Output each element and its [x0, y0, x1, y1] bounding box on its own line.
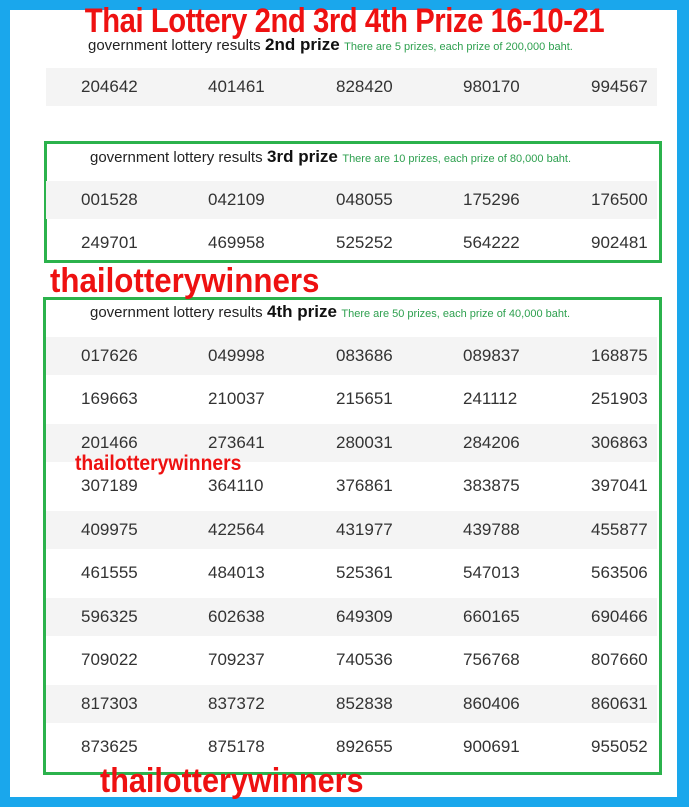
- lottery-number: 660165: [463, 607, 520, 626]
- lottery-number: 168875: [591, 346, 648, 365]
- lottery-number: 709237: [208, 650, 265, 669]
- fourth-prize-header: [90, 302, 570, 322]
- lottery-number: 439788: [463, 520, 520, 539]
- lottery-number: 649309: [336, 607, 393, 626]
- lottery-number: 176500: [591, 190, 648, 209]
- lottery-number: 860631: [591, 694, 648, 713]
- lottery-number: 892655: [336, 737, 393, 756]
- lottery-number: 401461: [208, 77, 265, 96]
- lottery-number: 547013: [463, 563, 520, 582]
- lottery-number: 201466: [81, 433, 138, 452]
- lottery-number: 807660: [591, 650, 648, 669]
- lottery-number: 249701: [81, 233, 138, 252]
- lottery-number: 602638: [208, 607, 265, 626]
- lottery-number: 469958: [208, 233, 265, 252]
- lottery-number: 284206: [463, 433, 520, 452]
- lottery-number: 306863: [591, 433, 648, 452]
- lottery-number: 042109: [208, 190, 265, 209]
- lottery-number: 383875: [463, 476, 520, 495]
- lottery-number: 837372: [208, 694, 265, 713]
- lottery-number: 690466: [591, 607, 648, 626]
- watermark-text: thailotterywinners: [100, 762, 364, 800]
- lottery-number: 461555: [81, 563, 138, 582]
- lottery-number: 828420: [336, 77, 393, 96]
- page-title: Thai Lottery 2nd 3rd 4th Prize 16-10-21: [84, 2, 605, 40]
- lottery-number: 740536: [336, 650, 393, 669]
- third-prize-lead: government lottery results: [90, 149, 263, 166]
- lottery-number: 596325: [81, 607, 138, 626]
- lottery-number: 251903: [591, 389, 648, 408]
- table-row: [46, 641, 657, 679]
- table-row: [46, 68, 657, 106]
- lottery-number: 273641: [208, 433, 265, 452]
- table-row: [46, 511, 657, 549]
- table-row: [46, 224, 657, 262]
- third-prize-label: 3rd prize: [267, 147, 338, 166]
- lottery-number: 564222: [463, 233, 520, 252]
- lottery-number: 902481: [591, 233, 648, 252]
- table-row: [46, 728, 657, 766]
- lottery-number: 852838: [336, 694, 393, 713]
- watermark-text: thailotterywinners: [50, 262, 320, 300]
- lottery-number: 900691: [463, 737, 520, 756]
- third-prize-header: [90, 147, 571, 167]
- second-prize-header: [88, 35, 573, 55]
- lottery-number: 169663: [81, 389, 138, 408]
- lottery-number: 980170: [463, 77, 520, 96]
- lottery-number: 215651: [336, 389, 393, 408]
- lottery-number: 204642: [81, 77, 138, 96]
- lottery-number: 280031: [336, 433, 393, 452]
- lottery-number: 455877: [591, 520, 648, 539]
- table-row: [46, 380, 657, 418]
- lottery-number: 364110: [208, 476, 264, 495]
- table-row: [46, 598, 657, 636]
- lottery-number: 210037: [208, 389, 265, 408]
- second-prize-label: 2nd prize: [265, 35, 340, 54]
- lottery-number: 017626: [81, 346, 138, 365]
- lottery-number: 873625: [81, 737, 138, 756]
- lottery-number: 860406: [463, 694, 520, 713]
- lottery-number: 048055: [336, 190, 393, 209]
- lottery-number: 175296: [463, 190, 520, 209]
- table-row: [46, 337, 657, 375]
- second-prize-note: There are 5 prizes, each prize of 200,000 baht.: [344, 41, 573, 53]
- lottery-number: 709022: [81, 650, 138, 669]
- lottery-number: 001528: [81, 190, 138, 209]
- fourth-prize-note: There are 50 prizes, each prize of 40,000 baht.: [341, 308, 571, 320]
- lottery-number: 756768: [463, 650, 520, 669]
- fourth-prize-lead: government lottery results: [90, 304, 263, 321]
- lottery-number: 049998: [208, 346, 265, 365]
- lottery-number: 083686: [336, 346, 393, 365]
- lottery-number: 994567: [591, 77, 648, 96]
- fourth-prize-label: 4th prize: [267, 302, 337, 321]
- lottery-number: 875178: [208, 737, 265, 756]
- watermark-text: thailotterywinners: [75, 452, 242, 475]
- lottery-number: 422564: [208, 520, 265, 539]
- lottery-number: 307189: [81, 476, 138, 495]
- lottery-number: 431977: [336, 520, 393, 539]
- lottery-number: 525361: [336, 563, 393, 582]
- lottery-number: 376861: [336, 476, 393, 495]
- table-row: [46, 554, 657, 592]
- lottery-number: 563506: [591, 563, 648, 582]
- lottery-number: 817303: [81, 694, 138, 713]
- second-prize-lead: government lottery results: [88, 37, 261, 54]
- lottery-number: 955052: [591, 737, 648, 756]
- lottery-number: 525252: [336, 233, 393, 252]
- lottery-number: 409975: [81, 520, 138, 539]
- lottery-number: 397041: [591, 476, 648, 495]
- table-row: [46, 685, 657, 723]
- lottery-number: 241112: [463, 389, 518, 408]
- lottery-number: 089837: [463, 346, 520, 365]
- lottery-number: 484013: [208, 563, 265, 582]
- third-prize-note: There are 10 prizes, each prize of 80,000 baht.: [342, 153, 572, 165]
- table-row: [46, 181, 657, 219]
